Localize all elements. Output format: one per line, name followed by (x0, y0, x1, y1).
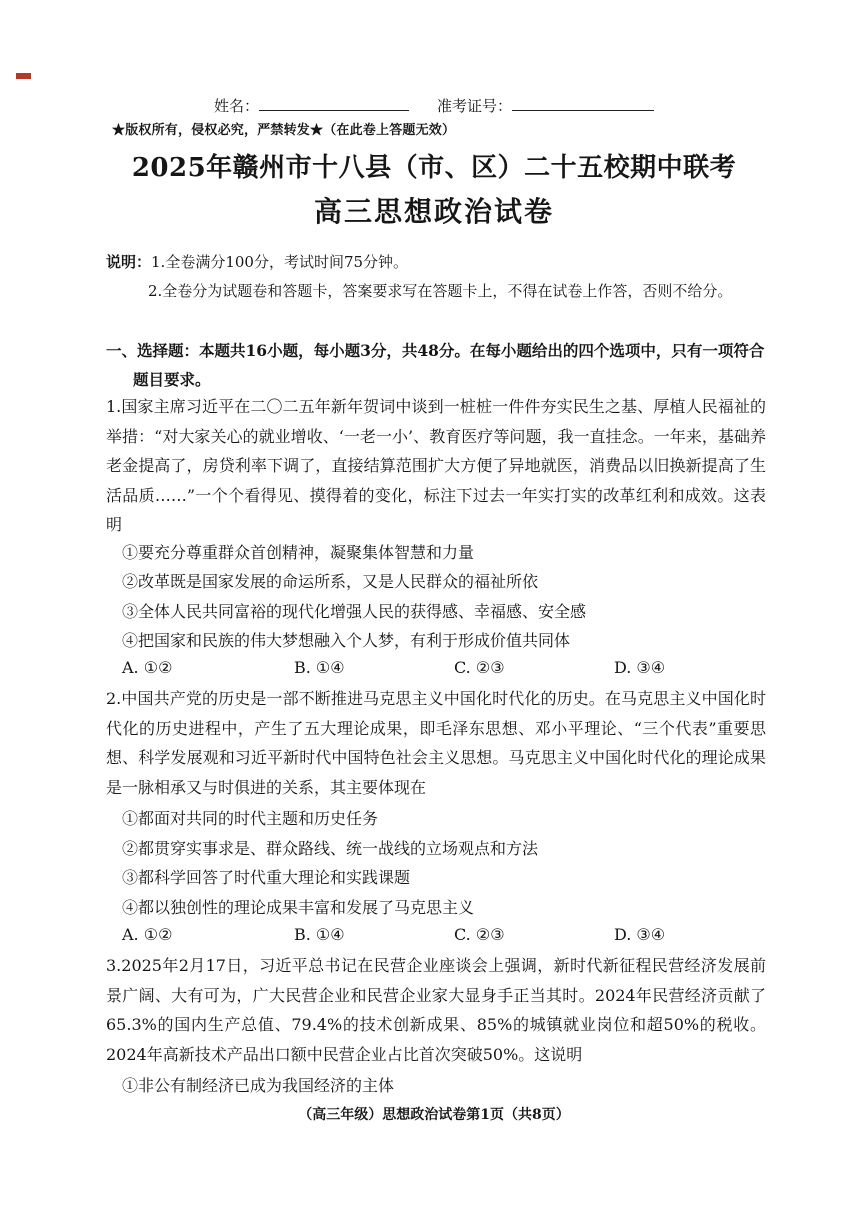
question-stem: 3.2025年2月17日，习近平总书记在民营企业座谈会上强调，新时代新征程民营经济发展前景广阔、大有可为，广大民营企业和民营企业家大显身手正当其时。2024年民营经济贡献了65.3%的国内生产总值、79.4%的技术创新成果、85%的城镇就业岗位和超50%的税收。2024年高新技术产品出口额中民营企业占比首次突破50%。这说明 (106, 956, 766, 1064)
statement-item: ①都面对共同的时代主题和历史任务 (122, 809, 379, 828)
section-heading-line: 一、选择题：本题共16小题，每小题3分，共48分。在每小题给出的四个选项中，只有一项符合 (106, 341, 765, 360)
paper-subtitle: 高三思想政治试卷 (313, 195, 554, 228)
copyright-notice: ★版权所有，侵权必究，严禁转发★（在此卷上答题无效） (112, 123, 456, 138)
statement-item: ②改革既是国家发展的命运所系，又是人民群众的福祉所依 (122, 572, 539, 591)
statement-item: ①要充分尊重群众首创精神，凝聚集体智慧和力量 (122, 543, 475, 562)
statement-item: ①非公有制经济已成为我国经济的主体 (122, 1076, 395, 1095)
instructions-label: 说明： (106, 253, 152, 271)
answer-option[interactable]: C. ②③ (454, 925, 505, 944)
answer-option[interactable]: B. ①④ (294, 658, 345, 677)
exam-id-blank[interactable] (512, 96, 654, 111)
exam-title: 2025年赣州市十八县（市、区）二十五校期中联考 (131, 153, 737, 183)
answer-option[interactable]: A. ①② (122, 658, 173, 677)
question-stem: 2.中国共产党的历史是一部不断推进马克思主义中国化时代化的历史。在马克思主义中国化时代化的历史进程中，产生了五大理论成果，即毛泽东思想、邓小平理论、“三个代表”重要思想、科学发展观和习近平新时代中国特色社会主义思想。马克思主义中国化时代化的理论成果是一脉相承又与时俱进的关系，其主要体现在 (106, 689, 766, 797)
statement-item: ③全体人民共同富裕的现代化增强人民的获得感、幸福感、安全感 (122, 602, 587, 621)
answer-option[interactable]: D. ③④ (614, 925, 666, 944)
section-heading-line: 题目要求。 (133, 370, 211, 389)
question-stem: 1.国家主席习近平在二〇二五年新年贺词中谈到一桩桩一件件夯实民生之基、厚植人民福祉的举措：“对大家关心的就业增收、‘一老一小’、教育医疗等问题，我一直挂念。一年来，基础养老金提高了，房贷利率下调了，直接结算范围扩大方便了异地就医，消费品以旧换新提高了生活品质……”一个个看得见、摸得着的变化，标注下过去一年实打实的改革红利和成效。这表明 (106, 397, 766, 535)
answer-option[interactable]: B. ①④ (294, 925, 345, 944)
answer-option[interactable]: C. ②③ (454, 658, 505, 677)
statement-item: ②都贯穿实事求是、群众路线、统一战线的立场观点和方法 (122, 839, 539, 858)
statement-item: ③都科学回答了时代重大理论和实践课题 (122, 868, 411, 887)
name-blank[interactable] (259, 96, 409, 111)
answer-option[interactable]: D. ③④ (614, 658, 666, 677)
instruction-item: 2.全卷分为试题卷和答题卡，答案要求写在答题卡上，不得在试卷上作答，否则不给分。 (148, 282, 733, 300)
statement-item: ④都以独创性的理论成果丰富和发展了马克思主义 (122, 898, 475, 917)
answer-option[interactable]: A. ①② (122, 925, 173, 944)
page-footer: （高三年级）思想政治试卷第1页（共8页） (298, 1107, 570, 1123)
exam-id-label: 准考证号： (437, 97, 513, 115)
statement-item: ④把国家和民族的伟大梦想融入个人梦，有利于形成价值共同体 (122, 631, 571, 650)
instruction-item: 1.全卷满分100分，考试时间75分钟。 (151, 253, 409, 271)
exam-id-field[interactable] (437, 95, 654, 116)
name-label: 姓名： (214, 97, 260, 115)
name-field[interactable] (214, 95, 409, 116)
corner-mark (16, 73, 31, 79)
